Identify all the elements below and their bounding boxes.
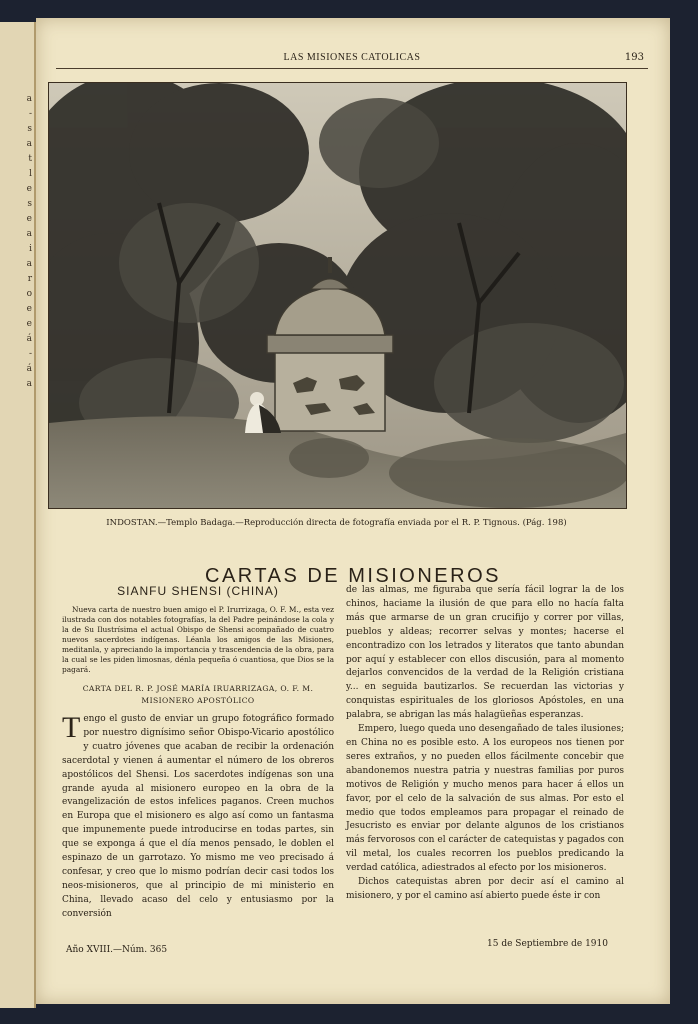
intro-paragraph: Nueva carta de nuestro buen amigo el P. Irurrizaga, O. F. M., esta vez ilustrada con dos notables fotografías, la del Padre peinándose la cola y la de Su Ilustrísima el actual Obispo de Shensi acompañado de cuatro nuevos sacerdotes indígenas. Léanla los amigos de las Misiones, meditanla, y apreciando la importancia y trascendencia de la obra, para la cual se les piden limosnas, dénla pequeña ó cuantiosa, que Dios se la pagará. — [62, 605, 334, 674]
body-paragraph-text: engo el gusto de enviar un grupo fotográfico formado por nuestro dignísimo señor Obispo-Vicario apostólico y cuatro jóvenes que acaban de recibir la ordenación sacerdotal y vienen á aumentar el número de los obreros apostólicos del Shensi. Los sacerdotes indígenas son una grande ayuda al misionero europeo en la obra de la evangelización de estos infelices paganos. Creen muchos en Europa que el misionero es algo así como un fantasma que impunemente puede introducirse en todas partes, sin que se exponga á que el día menos pensado, le doblen el espinazo de un garrotazo. Yo mismo me veo precisado á confesar, y creo que lo mismo podrían decir casi todos los neos-misioneros, que al principio de mi ministerio en China, llevado acaso del celo y entusiasmo por la conversión — [62, 714, 334, 919]
magazine-page — [36, 18, 670, 1004]
issue-number: Año XVIII.—Núm. 365 — [66, 945, 168, 955]
facing-page-margin-text: a - s a t l e s e a i a r o e e á - á a — [26, 94, 32, 389]
body-paragraph: Empero, luego queda uno desengañado de tales ilusiones; en China no es posible esto. A los europeos nos tienen por seres extraños, y no pueden ellos fácilmente concebir que abandonemos nuestra patria y nuestras familias por puros motivos de Religión y mucho menos para hacer á ellos un favor, por el celo de la salvación de sus almas. Por esto el medio que todos empleamos para propagar el reinado de Jesucristo es enviar por delante algunos de los cristianos más fervorosos con el carácter de catequistas y pagados con vil metal, los cuales recorren los pueblos predicando la verdad católica, adiestrados al efecto por los misioneros. — [346, 724, 624, 874]
page-number: 193 — [624, 52, 644, 63]
running-header — [56, 52, 648, 69]
issue-date: 15 de Septiembre de 1910 — [487, 939, 608, 949]
left-column — [62, 584, 334, 922]
facing-page-edge — [0, 22, 36, 1008]
photo-caption: INDOSTAN.—Templo Badaga.—Reproducción directa de fotografía enviada por el R. P. Tignous. (Pág. 198) — [106, 518, 567, 528]
temple-photograph — [48, 82, 627, 509]
body-paragraph: de las almas, me figuraba que sería fácil lograr la de los chinos, haciame la ilusión de que para ello no hacía falta más que armarse de un gran crucifijo y correr por villas, pueblos y aldeas; recorrer selvas y montes; hacerse el encontradizo con los letrados y literatos que tanto abundan por aquí y establecer con ellos discusión, para al momento dejarlos convencidos de la verdad de la Religión cristiana y... en seguida bautizarlos. Se recuerdan las victorias y conquistas espirituales de los gloriosos Apóstoles, en una palabra, se abrigan las más halagüeñas esperanzas. — [346, 585, 624, 721]
section-heading: SIANFU SHENSI (CHINA) — [117, 584, 279, 598]
article-title: CARTAS DE MISIONEROS — [205, 565, 501, 588]
body-paragraph — [62, 713, 334, 922]
publication-title: LAS MISIONES CATOLICAS — [283, 52, 421, 63]
drop-cap: T — [62, 711, 81, 744]
temple-photo-icon — [49, 83, 626, 508]
letter-heading: CARTA DEL R. P. JOSÉ MARÍA IRUARRIZAGA, O. F. M. MISIONERO APOSTÓLICO — [82, 684, 314, 705]
right-column — [346, 584, 624, 904]
body-paragraph: Dichos catequistas abren por decir así el camino al misionero, y por el camino así abierto puede éste ir con — [346, 877, 624, 901]
